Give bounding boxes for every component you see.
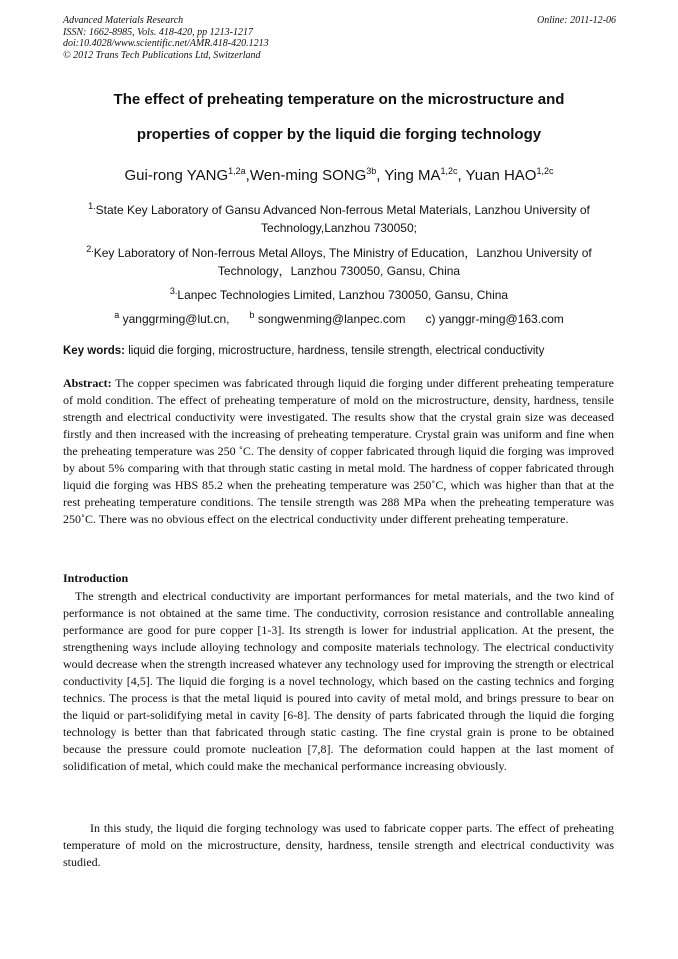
paper-title-line-2: properties of copper by the liquid die forging technology bbox=[136, 126, 542, 143]
issn-line: ISSN: 1662-8985, Vols. 418-420, pp 1213-1217 bbox=[63, 26, 253, 38]
keywords-text: liquid die forging, microstructure, hardness, tensile strength, electrical conductivity bbox=[128, 345, 545, 357]
author-name: Ying MA bbox=[384, 167, 441, 184]
author-name: Gui-rong YANG bbox=[124, 167, 229, 184]
author-separator: , bbox=[376, 167, 385, 184]
email-link[interactable]: songwenming@lanpec.com bbox=[257, 312, 406, 326]
email-link[interactable]: c) yanggr-ming@163.com bbox=[425, 312, 564, 326]
affiliation-text: Technology，Lanzhou 730050, Gansu, China bbox=[217, 264, 461, 278]
author-affiliation-mark: 1,2a bbox=[228, 166, 246, 176]
email-link[interactable]: yanggrming@lut.cn, bbox=[122, 312, 230, 326]
affiliation-3 bbox=[70, 286, 608, 304]
email-mark: b bbox=[249, 310, 255, 320]
abstract-label: Abstract: bbox=[63, 376, 112, 390]
journal-header bbox=[63, 15, 616, 61]
author-affiliation-mark: 3b bbox=[366, 166, 377, 176]
keywords-label: Key words: bbox=[63, 345, 125, 357]
affiliation-mark: 1. bbox=[88, 201, 96, 211]
online-date: Online: 2011-12-06 bbox=[537, 15, 616, 26]
author-emails bbox=[60, 312, 618, 326]
affiliation-text: Technology,Lanzhou 730050; bbox=[261, 221, 417, 235]
affiliation-mark: 2. bbox=[86, 244, 94, 254]
affiliation-2 bbox=[70, 244, 608, 280]
abstract-text: The copper specimen was fabricated through liquid die forging under different preheating temperature of mold condition. The effect of preheating temperature of mold on the microstructure, density, hardness, tensile strength and electrical conductivity were investigated. The results show that the crystal grain size was deceased firstly and then increased with the increasing of preheating temperature. Crystal grain was uniform and fine when the preheating temperature was 250 ˚C. The density of copper fabricated through liquid die forging was improved by about 5% comparing with that through static casting in metal mold. The hardness of copper fabricated through liquid die forging was HBS 85.2 when the preheating temperature was 250˚C, which was higher than that at the rest preheating temperature conditions. The tensile strength was 288 MPa when the preheating temperature was 250˚C. There was no obvious effect on the electrical conductivity under different preheating temperature. bbox=[63, 376, 614, 526]
affiliation-mark: 3. bbox=[169, 286, 178, 296]
author-name: Yuan HAO bbox=[465, 167, 537, 184]
author-list bbox=[40, 167, 638, 184]
introduction-paragraph-1: The strength and electrical conductivity are important performances for metal materials, and the two kind of performance is not obtained at the same time. The conductivity, corrosion resistance and controllable annealing performance are good for pure copper [1-3]. Its strength is lower for industrial application. At the present, the strengthening ways include alloying technology and composite materials technology. The electrical conductivity would decrease when the strength increased whatever any technology used for improving the strength or electrical conductivity [4,5]. The liquid die forging is a novel technology, which based on the casting technics and forging technics. The process is that the metal liquid is poured into cavity of metal mold, and brings pressure to bear on the liquid or part-solidifying metal in cavity [6-8]. The density of parts fabricated through the liquid die forging technology is better than that fabricated through static casting. The fine crystal grain is prone to be obtained because the pressure could promote nucleation [7,8]. The deformation could happen at the last moment of solidification of metal, which could make the mechanical performance increasing obviously. bbox=[63, 589, 614, 773]
abstract bbox=[63, 375, 614, 528]
affiliation-text: State Key Laboratory of Gansu Advanced Non-ferrous Metal Materials, Lanzhou University of bbox=[95, 203, 590, 217]
introduction-paragraph-2: In this study, the liquid die forging technology was used to fabricate copper parts. The effect of preheating temperature of mold on the microstructure, density, hardness, tensile strength and electrical conductivity was studied. bbox=[63, 821, 614, 869]
doi-line: doi:10.4028/www.scientific.net/AMR.418-420.1213 bbox=[63, 38, 269, 49]
journal-name: Advanced Materials Research bbox=[63, 15, 184, 26]
email-mark: a bbox=[114, 310, 120, 320]
affiliation-text: Lanpec Technologies Limited, Lanzhou 730050, Gansu, China bbox=[177, 288, 509, 302]
author-name: Wen-ming SONG bbox=[249, 167, 367, 184]
author-affiliation-mark: 1,2c bbox=[536, 166, 554, 176]
author-affiliation-mark: 1,2c bbox=[440, 166, 458, 176]
affiliation-1 bbox=[70, 201, 608, 237]
paper-title-line-1: The effect of preheating temperature on the microstructure and bbox=[113, 91, 565, 108]
affiliation-text: Key Laboratory of Non-ferrous Metal Alloys, The Ministry of Education，Lanzhou University of bbox=[93, 246, 592, 260]
author-separator: , bbox=[457, 167, 466, 184]
keywords bbox=[63, 345, 623, 357]
author-separator: , bbox=[245, 167, 250, 184]
copyright-line: © 2012 Trans Tech Publications Ltd, Switzerland bbox=[63, 49, 261, 61]
introduction-heading: Introduction bbox=[63, 571, 129, 585]
